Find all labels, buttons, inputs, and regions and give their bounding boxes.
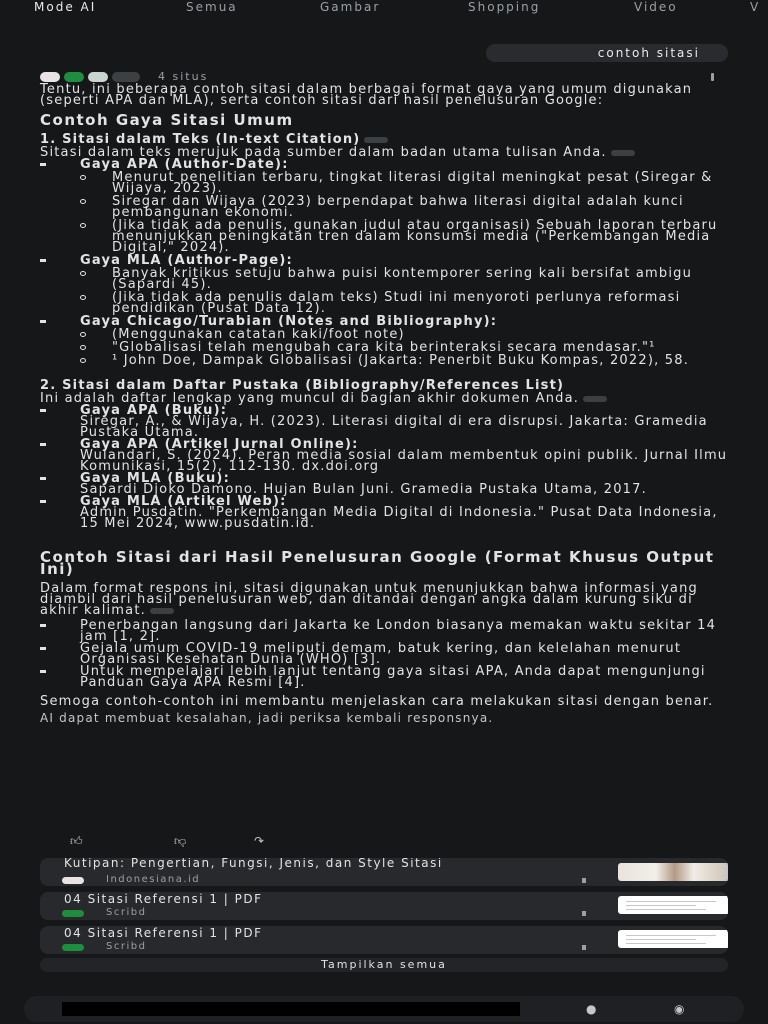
source-favicon-scribd xyxy=(64,72,84,82)
source-count: 4 situs xyxy=(158,70,209,83)
intro-text: Tentu, ini beberapa contoh sitasi dalam berbagai format gaya yang umum digunakan (seperti APA dan MLA), serta contoh sitasi dari hasil penelusuran Google: xyxy=(40,82,693,108)
list-item: Gaya MLA (Buku): Sapardi Djoko Damono. Hujan Bulan Juni. Gramedia Pustaka Utama, 2017. xyxy=(40,473,730,495)
tab-mode-ai[interactable]: Mode AI xyxy=(34,0,97,14)
source-favicon-indonesiana xyxy=(40,72,60,82)
list-item: Gaya APA (Artikel Jurnal Online): Wulandari, S. (2024). Peran media sosial dalam membentuk opini publik. Jurnal Ilmu Komunikasi, 15(2), 112-130. dx.doi.org xyxy=(40,439,730,472)
tab-shopping[interactable]: Shopping xyxy=(468,0,541,14)
lens-icon[interactable]: ◉ xyxy=(674,1002,685,1016)
list-item: Banyak kritikus setuju bahwa puisi kontemporer sering kali bersifat ambigu (Sapardi 45). xyxy=(80,268,730,290)
source-card-title: Kutipan: Pengertian, Fungsi, Jenis, dan Style Sitasi xyxy=(64,858,443,870)
source-thumbnail xyxy=(618,863,728,881)
list-item: Untuk mempelajari lebih lanjut tentang gaya sitasi APA, Anda dapat mengunjungi Panduan Gaya APA Resmi [4]. xyxy=(40,666,730,688)
subsection-desc: Ini adalah daftar lengkap yang muncul di bagian akhir dokumen Anda. xyxy=(40,391,580,406)
section-heading: Contoh Gaya Sitasi Umum xyxy=(40,111,294,129)
ask-input-field[interactable] xyxy=(62,1002,520,1016)
search-mode-tabs xyxy=(0,0,768,14)
list-item: (Jika tidak ada penulis, gunakan judul atau organisasi) Sebuah laporan terbaru menunjukkan peningkatan tren dalam konsumsi media ("Perkembangan Media Digital," 2024). xyxy=(80,220,730,253)
list-item: Penerbangan langsung dari Jakarta ke London biasanya memakan waktu sekitar 14 jam [1, 2]. xyxy=(40,620,730,642)
show-all-button[interactable]: Tampilkan semua xyxy=(40,958,728,972)
source-thumbnail xyxy=(618,930,728,948)
more-options-icon[interactable] xyxy=(711,73,714,81)
list-item: "Globalisasi telah mengubah cara kita berinteraksi secara mendasar."¹ xyxy=(80,342,730,353)
tab-video[interactable]: Video xyxy=(634,0,678,14)
source-card[interactable] xyxy=(40,858,728,886)
list-item: Gaya APA (Author-Date): Menurut penelitian terbaru, tingkat literasi digital meningkat pesat (Siregar & Wijaya, 2023). Siregar dan Wijaya (2023) berpendapat bahwa literasi digital adalah kunci pembangunan ekonomi. (Jika tidak ada penulis, gunakan judul atau organisasi) Sebuah laporan terbaru menunjukkan peningkatan tren dalam konsumsi media ("Perkembangan Media Digital," 2024). xyxy=(40,159,730,253)
closing-text: Semoga contoh-contoh ini membantu menjelaskan cara melakukan sitasi dengan benar. xyxy=(40,694,714,709)
list-item: Gaya Chicago/Turabian (Notes and Bibliography): (Menggunakan catatan kaki/foot note) "Globalisasi telah mengubah cara kita berinteraksi secara mendasar."¹ ¹ John Doe, Dampak Globalisasi (Jakarta: Penerbit Buku Kompas, 2022), 58. xyxy=(40,316,730,366)
scribd-favicon-icon xyxy=(62,910,84,917)
scribd-favicon-icon xyxy=(62,944,84,951)
link-icon[interactable] xyxy=(364,137,388,143)
list-item: (Jika tidak ada penulis dalam teks) Studi ini menyoroti perlunya reformasi pendidikan (Pusat Data 12). xyxy=(80,292,730,314)
thumbs-up-icon[interactable]: 👍︎ xyxy=(70,834,83,848)
subsection-heading: 2. Sitasi dalam Daftar Pustaka (Bibliography/References List) xyxy=(40,378,565,393)
card-more-icon[interactable] xyxy=(582,878,586,883)
list-item: Gaya MLA (Author-Page): Banyak kritikus setuju bahwa puisi kontemporer sering kali bersifat ambigu (Sapardi 45). (Jika tidak ada penulis dalam teks) Studi ini menyoroti perlunya reformasi pendidikan (Pusat Data 12). xyxy=(40,255,730,314)
source-card-site: Indonesiana.id xyxy=(106,874,201,885)
source-card[interactable] xyxy=(40,892,728,920)
card-more-icon[interactable] xyxy=(582,945,586,950)
source-thumbnail xyxy=(618,896,728,914)
section-desc: Dalam format respons ini, sitasi digunakan untuk menunjukkan bahwa informasi yang diambil dari hasil penelusuran web, dan ditandai dengan angka dalam kurung siku di akhir kalimat. xyxy=(40,581,698,618)
tab-more[interactable]: V xyxy=(750,0,761,14)
source-favicon-more xyxy=(112,72,140,82)
list-item: (Menggunakan catatan kaki/foot note) xyxy=(80,329,730,340)
mic-icon[interactable]: ● xyxy=(586,1002,597,1016)
link-icon[interactable] xyxy=(611,150,635,156)
list-item: Gaya APA (Buku): Siregar, A., & Wijaya, H. (2023). Literasi digital di era disrupsi. Jakarta: Gramedia Pustaka Utama. xyxy=(40,405,730,438)
source-card-title: 04 Sitasi Referensi 1 | PDF xyxy=(64,926,263,940)
list-item: Siregar dan Wijaya (2023) berpendapat bahwa literasi digital adalah kunci pembangunan ekonomi. xyxy=(80,196,730,218)
thumbs-down-icon[interactable]: 👎︎ xyxy=(174,834,187,848)
card-more-icon[interactable] xyxy=(582,911,586,916)
share-icon[interactable]: ↷ xyxy=(254,834,265,848)
subsection-desc: Sitasi dalam teks merujuk pada sumber dalam badan utama tulisan Anda. xyxy=(40,145,607,160)
subsection-heading: 1. Sitasi dalam Teks (In-text Citation) xyxy=(40,132,361,147)
list-item: Menurut penelitian terbaru, tingkat literasi digital meningkat pesat (Siregar & Wijaya, 2023). xyxy=(80,172,730,194)
indonesiana-favicon-icon xyxy=(62,877,84,884)
source-favicon-other xyxy=(88,72,108,82)
list-item: Gaya MLA (Artikel Web): Admin Pusdatin. "Perkembangan Media Digital di Indonesia." Pusat Data Indonesia, 15 Mei 2024, www.pusdatin.id. xyxy=(40,496,730,529)
list-item: ¹ John Doe, Dampak Globalisasi (Jakarta: Penerbit Buku Kompas, 2022), 58. xyxy=(80,355,730,366)
disclaimer-text: AI dapat membuat kesalahan, jadi periksa kembali responsnya. xyxy=(40,711,494,725)
source-card-site: Scribd xyxy=(106,941,147,952)
source-card-site: Scribd xyxy=(106,907,147,918)
tab-gambar[interactable]: Gambar xyxy=(320,0,381,14)
source-card-title: 04 Sitasi Referensi 1 | PDF xyxy=(64,892,263,906)
list-item: Gejala umum COVID-19 meliputi demam, batuk kering, dan kelelahan menurut Organisasi Kesehatan Dunia (WHO) [3]. xyxy=(40,643,730,665)
feedback-bar xyxy=(40,832,340,848)
ai-answer xyxy=(40,84,730,724)
section-heading: Contoh Sitasi dari Hasil Penelusuran Google (Format Khusus Output Ini) xyxy=(40,548,715,578)
ask-input-bar[interactable] xyxy=(24,996,744,1022)
link-icon[interactable] xyxy=(583,396,607,402)
link-icon[interactable] xyxy=(150,608,174,614)
user-query-bubble: contoh sitasi xyxy=(486,44,728,62)
source-card[interactable] xyxy=(40,926,728,954)
tab-semua[interactable]: Semua xyxy=(186,0,238,14)
